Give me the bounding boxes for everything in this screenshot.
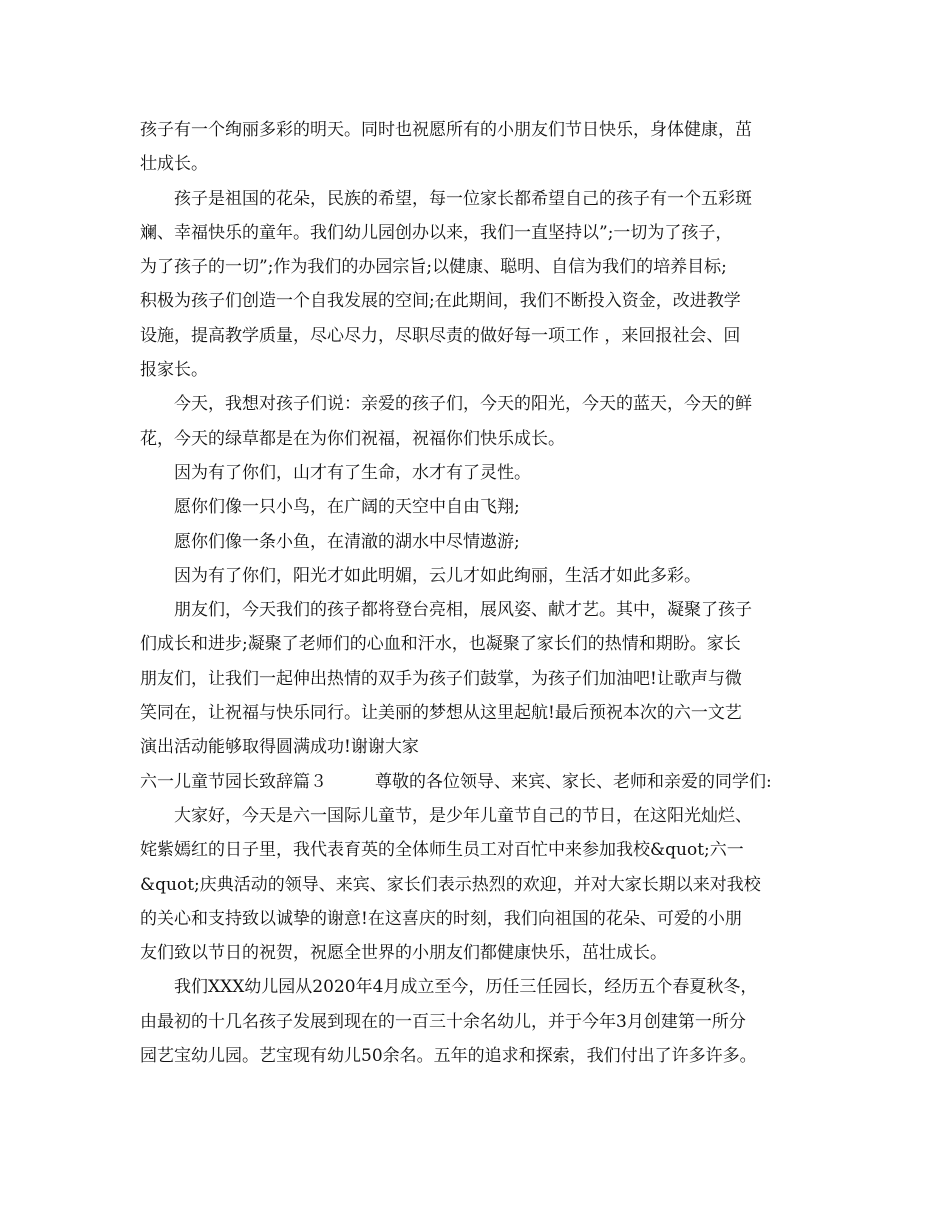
text-line: 斓、幸福快乐的童年。我们幼儿园创办以来，我们一直坚持以”;一切为了孩子， xyxy=(140,222,733,243)
section-title: 六一儿童节园长致辞篇３ xyxy=(140,771,327,792)
text-line: 姹紫嫣红的日子里，我代表育英的全体师生员工对百忙中来参加我校&quot;六一 xyxy=(140,840,744,861)
document-body xyxy=(140,113,840,1073)
text-line: 今天，我想对孩子们说：亲爱的孩子们，今天的阳光，今天的蓝天，今天的鲜 xyxy=(174,394,752,415)
salutation: 尊敬的各位领导、来宾、家长、老师和亲爱的同学们: xyxy=(375,771,772,792)
text-line: 报家长。 xyxy=(140,360,208,381)
text-line: 花，今天的绿草都是在为你们祝福，祝福你们快乐成长。 xyxy=(140,428,565,449)
text-line: 我们XXX幼儿园从2020年4月成立至今，历任三任园长，经历五个春夏秋冬， xyxy=(174,977,758,998)
text-line: 因为有了你们，山才有了生命，水才有了灵性。 xyxy=(174,462,531,483)
text-line: 们成长和进步;凝聚了老师们的心血和汗水，也凝聚了家长们的热情和期盼。家长 xyxy=(140,634,741,655)
text-line: 朋友们，今天我们的孩子都将登台亮相，展风姿、献才艺。其中，凝聚了孩子 xyxy=(174,600,752,621)
text-line: 朋友们，让我们一起伸出热情的双手为孩子们鼓掌，为孩子们加油吧!让歌声与微 xyxy=(140,668,742,689)
text-line: 笑同在，让祝福与快乐同行。让美丽的梦想从这里起航!最后预祝本次的六一文艺 xyxy=(140,703,742,724)
text-line: 园艺宝幼儿园。艺宝现有幼儿50余名。五年的追求和探索，我们付出了许多许多。 xyxy=(140,1046,757,1067)
text-line: 由最初的十几名孩子发展到现在的一百三十余名幼儿，并于今年3月创建第一所分 xyxy=(140,1011,746,1032)
text-line: 设施，提高教学质量，尽心尽力，尽职尽责的做好每一项工作 ，来回报社会、回 xyxy=(140,325,741,346)
paragraph-group-1 xyxy=(140,113,840,765)
text-line: 友们致以节日的祝贺，祝愿全世界的小朋友们都健康快乐，茁壮成长。 xyxy=(140,943,667,964)
text-line: 因为有了你们，阳光才如此明媚，云儿才如此绚丽，生活才如此多彩。 xyxy=(174,565,701,586)
text-line: 愿你们像一只小鸟，在广阔的天空中自由飞翔; xyxy=(174,497,520,518)
text-line: 大家好，今天是六一国际儿童节，是少年儿童节自己的节日，在这阳光灿烂、 xyxy=(174,805,752,826)
text-line: 孩子是祖国的花朵，民族的希望，每一位家长都希望自己的孩子有一个五彩斑 xyxy=(174,188,752,209)
text-line: 积极为孩子们创造一个自我发展的空间;在此期间，我们不断投入资金，改进教学 xyxy=(140,291,741,312)
text-line: 的关心和支持致以诚挚的谢意!在这喜庆的时刻，我们向祖国的花朵、可爱的小朋 xyxy=(140,908,742,929)
section-heading-row xyxy=(140,765,840,799)
text-line: 演出活动能够取得圆满成功!谢谢大家 xyxy=(140,737,419,758)
text-line: &quot;庆典活动的领导、来宾、家长们表示热烈的欢迎，并对大家长期以来对我校 xyxy=(140,874,761,895)
text-line: 壮成长。 xyxy=(140,154,208,175)
paragraph-group-2 xyxy=(140,799,840,1073)
text-line: 孩子有一个绚丽多彩的明天。同时也祝愿所有的小朋友们节日快乐，身体健康，茁 xyxy=(140,120,752,140)
text-line: 愿你们像一条小鱼，在清澈的湖水中尽情遨游; xyxy=(174,531,520,552)
text-line: 为了孩子的一切”;作为我们的办园宗旨;以健康、聪明、自信为我们的培养目标; xyxy=(140,257,727,278)
